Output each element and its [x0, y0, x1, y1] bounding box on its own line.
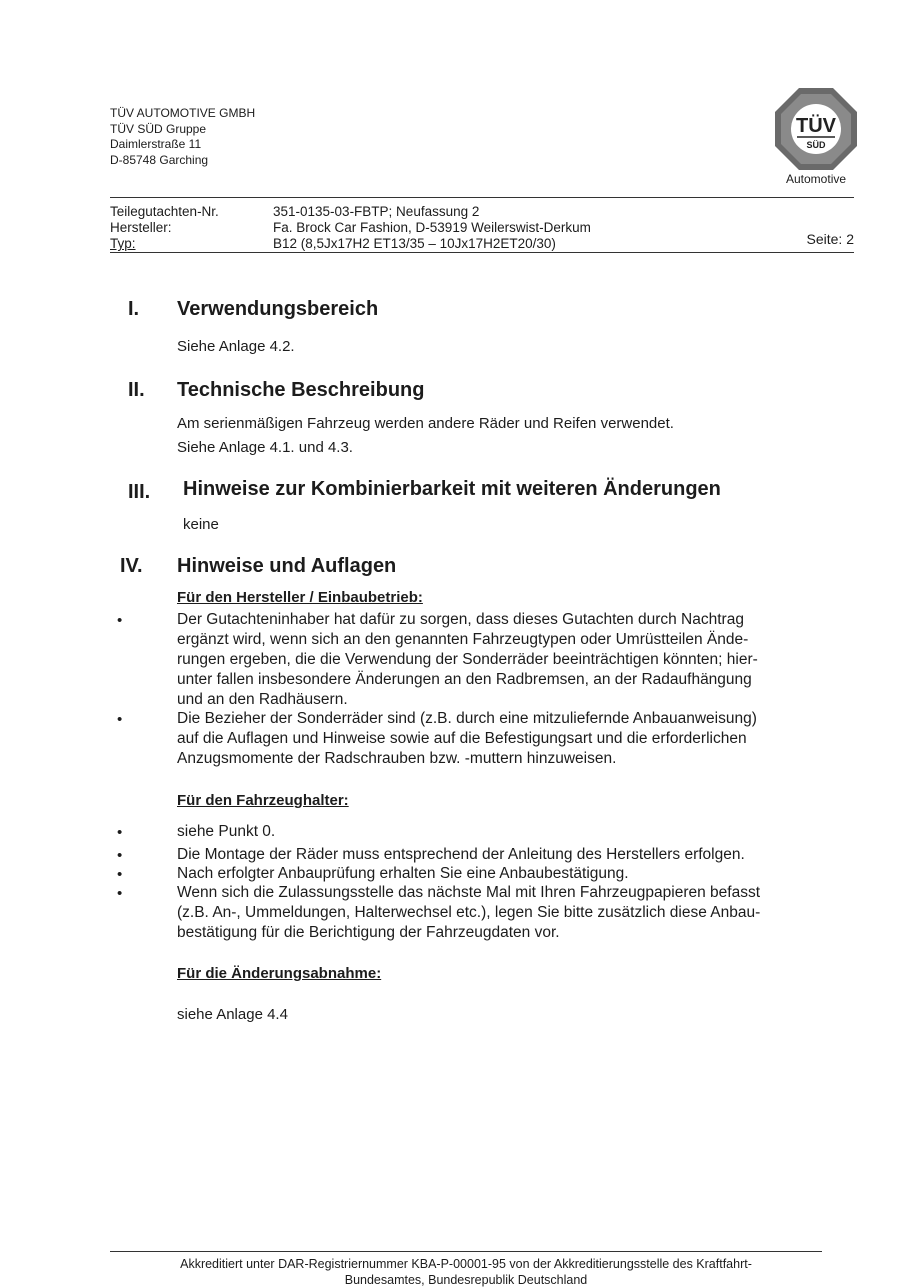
- header-rule: [110, 197, 854, 198]
- page-number: Seite: 2: [806, 231, 854, 247]
- tuv-logo-icon: [773, 86, 859, 172]
- section-title: Hinweise zur Kombinierbarkeit mit weiteren Änderungen: [183, 478, 721, 500]
- accreditation-footer: [110, 1256, 822, 1288]
- meta-row: [110, 220, 854, 236]
- bullet-icon: •: [117, 847, 123, 864]
- subsection-heading: Für die Änderungsabnahme:: [177, 965, 382, 982]
- list-item: [177, 709, 817, 769]
- footer-line: Bundesamtes, Bundesrepublik Deutschland: [344, 1273, 588, 1287]
- list-item-line: bestätigung für die Berichtigung der Fahrzeugdaten vor.: [177, 924, 560, 941]
- meta-value: Fa. Brock Car Fashion, D-53919 Weilerswist-Derkum: [273, 220, 591, 235]
- meta-value: 351-0135-03-FBTP; Neufassung 2: [273, 204, 480, 219]
- logo-letters: TÜV: [796, 115, 836, 137]
- list-item-line: Nach erfolgter Anbauprüfung erhalten Sie eine Anbaubestätigung.: [177, 865, 629, 882]
- bullet-icon: •: [117, 612, 123, 629]
- company-address: [110, 106, 255, 168]
- logo-caption: Automotive: [786, 172, 847, 186]
- section-number: III.: [128, 481, 151, 503]
- list-item-line: rungen ergeben, die die Verwendung der Sonderräder beeinträchtigen könnten; hier-: [177, 651, 758, 668]
- section-text: Siehe Anlage 4.1. und 4.3.: [177, 439, 353, 456]
- section-text: Am serienmäßigen Fahrzeug werden andere Räder und Reifen verwendet.: [177, 415, 674, 432]
- list-item-line: Anzugsmomente der Radschrauben bzw. -muttern hinzuweisen.: [177, 750, 617, 767]
- bullet-icon: •: [117, 824, 123, 841]
- bullet-icon: •: [117, 866, 123, 883]
- footer-rule: [110, 1251, 822, 1252]
- list-item-line: Die Montage der Räder muss entsprechend der Anleitung des Herstellers erfolgen.: [177, 846, 745, 863]
- list-item: [177, 883, 817, 943]
- list-item: [177, 610, 817, 710]
- list-item-line: Wenn sich die Zulassungsstelle das nächste Mal mit Ihren Fahrzeugpapieren befasst: [177, 884, 760, 901]
- list-item-line: siehe Punkt 0.: [177, 823, 276, 840]
- bullet-icon: •: [117, 885, 123, 902]
- subsection-heading: Für den Fahrzeughalter:: [177, 792, 349, 809]
- section-number: I.: [128, 298, 140, 320]
- list-item: [177, 864, 817, 884]
- list-item: [177, 822, 817, 842]
- document-meta: [110, 204, 854, 252]
- footer-line: Akkreditiert unter DAR-Registriernummer KBA-P-00001-95 von der Akkreditierungsstelle des Kraftfahrt-: [180, 1257, 752, 1271]
- section-text: Siehe Anlage 4.2.: [177, 338, 295, 355]
- section-title: Verwendungsbereich: [177, 298, 379, 320]
- list-item-line: auf die Auflagen und Hinweise sowie auf die Befestigungsart und die erforderlichen: [177, 730, 747, 747]
- meta-label: Typ:: [110, 236, 136, 251]
- list-item-line: (z.B. An-, Ummeldungen, Halterwechsel etc.), legen Sie bitte zusätzlich diese Anbau-: [177, 904, 761, 921]
- section-number: IV.: [120, 555, 143, 577]
- logo-sub: SÜD: [806, 140, 826, 150]
- list-item-line: unter fallen insbesondere Änderungen an den Radbremsen, an der Radaufhängung: [177, 671, 752, 688]
- meta-value: B12 (8,5Jx17H2 ET13/35 – 10Jx17H2ET20/30): [273, 236, 556, 251]
- address-line: D-85748 Garching: [110, 152, 209, 167]
- subsection-heading: Für den Hersteller / Einbaubetrieb:: [177, 589, 423, 606]
- meta-label: Hersteller:: [110, 220, 172, 235]
- address-line: TÜV SÜD Gruppe: [110, 121, 207, 136]
- section-title: Technische Beschreibung: [177, 379, 425, 401]
- list-item-line: ergänzt wird, wenn sich an den genannten Fahrzeugtypen oder Umrüstteilen Ände-: [177, 631, 749, 648]
- list-item-line: Die Bezieher der Sonderräder sind (z.B. durch eine mitzuliefernde Anbauanweisung): [177, 710, 757, 727]
- list-item-line: und an den Radhäusern.: [177, 691, 348, 708]
- address-line: Daimlerstraße 11: [110, 137, 202, 151]
- address-line: TÜV AUTOMOTIVE GMBH: [110, 106, 256, 120]
- meta-row: [110, 204, 854, 220]
- meta-row: [110, 236, 854, 252]
- meta-rule: [110, 252, 854, 253]
- section-number: II.: [128, 379, 145, 401]
- bullet-icon: •: [117, 711, 123, 728]
- section-text: keine: [183, 516, 219, 533]
- list-item: [177, 845, 817, 865]
- section-title: Hinweise und Auflagen: [177, 555, 397, 577]
- subsection-text: siehe Anlage 4.4: [177, 1006, 288, 1023]
- meta-label: Teilegutachten-Nr.: [110, 204, 219, 219]
- list-item-line: Der Gutachteninhaber hat dafür zu sorgen, dass dieses Gutachten durch Nachtrag: [177, 611, 744, 628]
